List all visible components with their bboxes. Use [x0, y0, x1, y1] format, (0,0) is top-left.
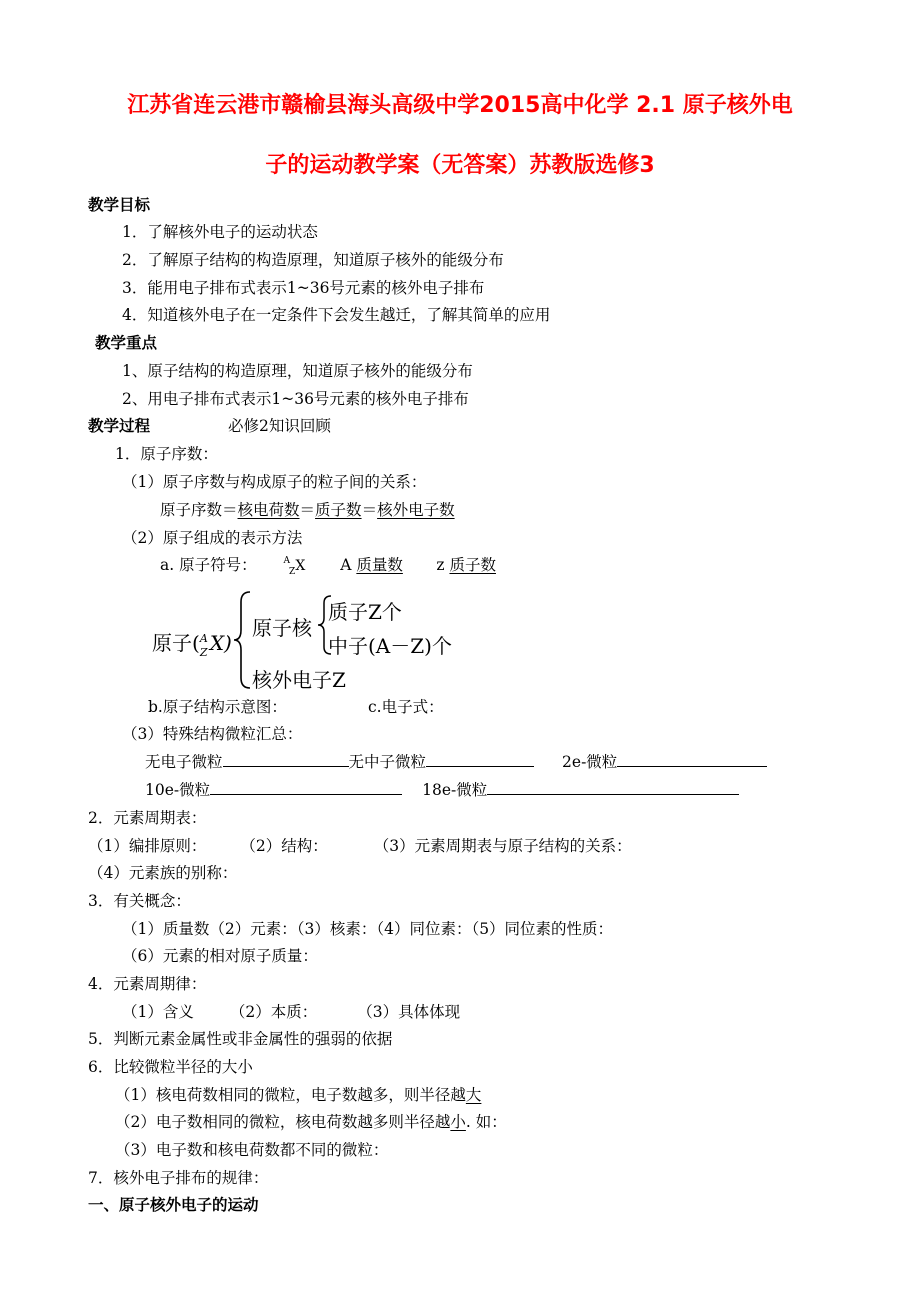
keypoint-item: 2、用电子排布式表示1~36号元素的核外电子排布 [122, 390, 469, 408]
objective-item: 2．了解原子结构的构造原理，知道原子核外的能级分布 [122, 251, 504, 269]
section-2-items: （1）编排原则： （2）结构： （3）元素周期表与原子结构的关系： [88, 837, 632, 855]
objective-item: 1．了解核外电子的运动状态 [122, 223, 318, 241]
atom-formula-label: 原子( A Z X) [152, 631, 232, 659]
section-4-items: （1）含义 （2）本质： （3）具体体现 [122, 1003, 461, 1021]
section-5-heading: 5．判断元素金属性或非金属性的强弱的依据 [88, 1030, 393, 1048]
section-6-2: （2）电子数相同的微粒，核电荷数越多则半径越小. 如： [115, 1113, 507, 1131]
process-heading: 教学过程 [88, 417, 151, 435]
section-3-heading: 3．有关概念： [88, 892, 191, 910]
objectives-heading: 教学目标 [88, 196, 151, 214]
document-title-line-2: 子的运动教学案（无答案）苏教版选修3 [265, 153, 655, 178]
structure-diagram-label: b.原子结构示意图： [148, 698, 287, 716]
section-3-6: （6）元素的相对原子质量： [122, 947, 318, 965]
objective-item: 4．知道核外电子在一定条件下会发生越迁，了解其简单的应用 [122, 306, 551, 324]
section-6-3: （3）电子数和核电荷数都不同的微粒： [115, 1141, 389, 1159]
part-1-heading: 一、原子核外电子的运动 [88, 1196, 259, 1214]
section-4-heading: 4．元素周期律： [88, 975, 207, 993]
keypoint-item: 1、原子结构的构造原理，知道原子核外的能级分布 [122, 362, 473, 380]
section-7-heading: 7．核外电子排布的规律： [88, 1169, 269, 1187]
electron-formula-label: c.电子式： [368, 698, 444, 716]
keypoints-heading: 教学重点 [95, 334, 158, 352]
atomic-symbol-line: a. 原子符号： $^A_Z$X A 质量数 z 质子数 [160, 556, 496, 577]
section-6-heading: 6．比较微粒半径的大小 [88, 1058, 253, 1076]
special-particles-row-1: 无电子微粒 无中子微粒 2e-微粒 [145, 750, 767, 772]
section-3-items: （1）质量数（2）元素：（3）核素：（4）同位素：（5）同位素的性质： [122, 920, 614, 938]
section-1-heading: 1．原子序数： [115, 445, 218, 463]
proton-count: 质子Z个 [328, 600, 402, 624]
special-particles-row-2: 10e-微粒 18e-微粒 [145, 778, 739, 800]
section-2-4: （4）元素族的别称： [88, 864, 238, 882]
process-subheading: 必修2知识回顾 [228, 417, 331, 435]
objective-item: 3．能用电子排布式表示1~36号元素的核外电子排布 [122, 279, 485, 297]
document-title-line-1: 江苏省连云港市赣榆县海头高级中学2015高中化学 2.1 原子核外电 [127, 93, 793, 118]
section-2-heading: 2．元素周期表： [88, 809, 207, 827]
electron-count: 核外电子Z [252, 668, 346, 692]
section-6-1: （1）核电荷数相同的微粒，电子数越多，则半径越大 [115, 1086, 482, 1104]
section-1-2: （2）原子组成的表示方法 [122, 529, 303, 547]
section-1-1: （1）原子序数与构成原子的粒子间的关系： [122, 473, 427, 491]
outer-brace [232, 590, 254, 690]
neutron-count: 中子(A－Z)个 [328, 634, 452, 658]
nucleus-label: 原子核 [252, 616, 312, 640]
section-1-3: （3）特殊结构微粒汇总： [122, 725, 303, 743]
atomic-number-equation: 原子序数＝核电荷数＝质子数＝核外电子数 [160, 501, 455, 519]
